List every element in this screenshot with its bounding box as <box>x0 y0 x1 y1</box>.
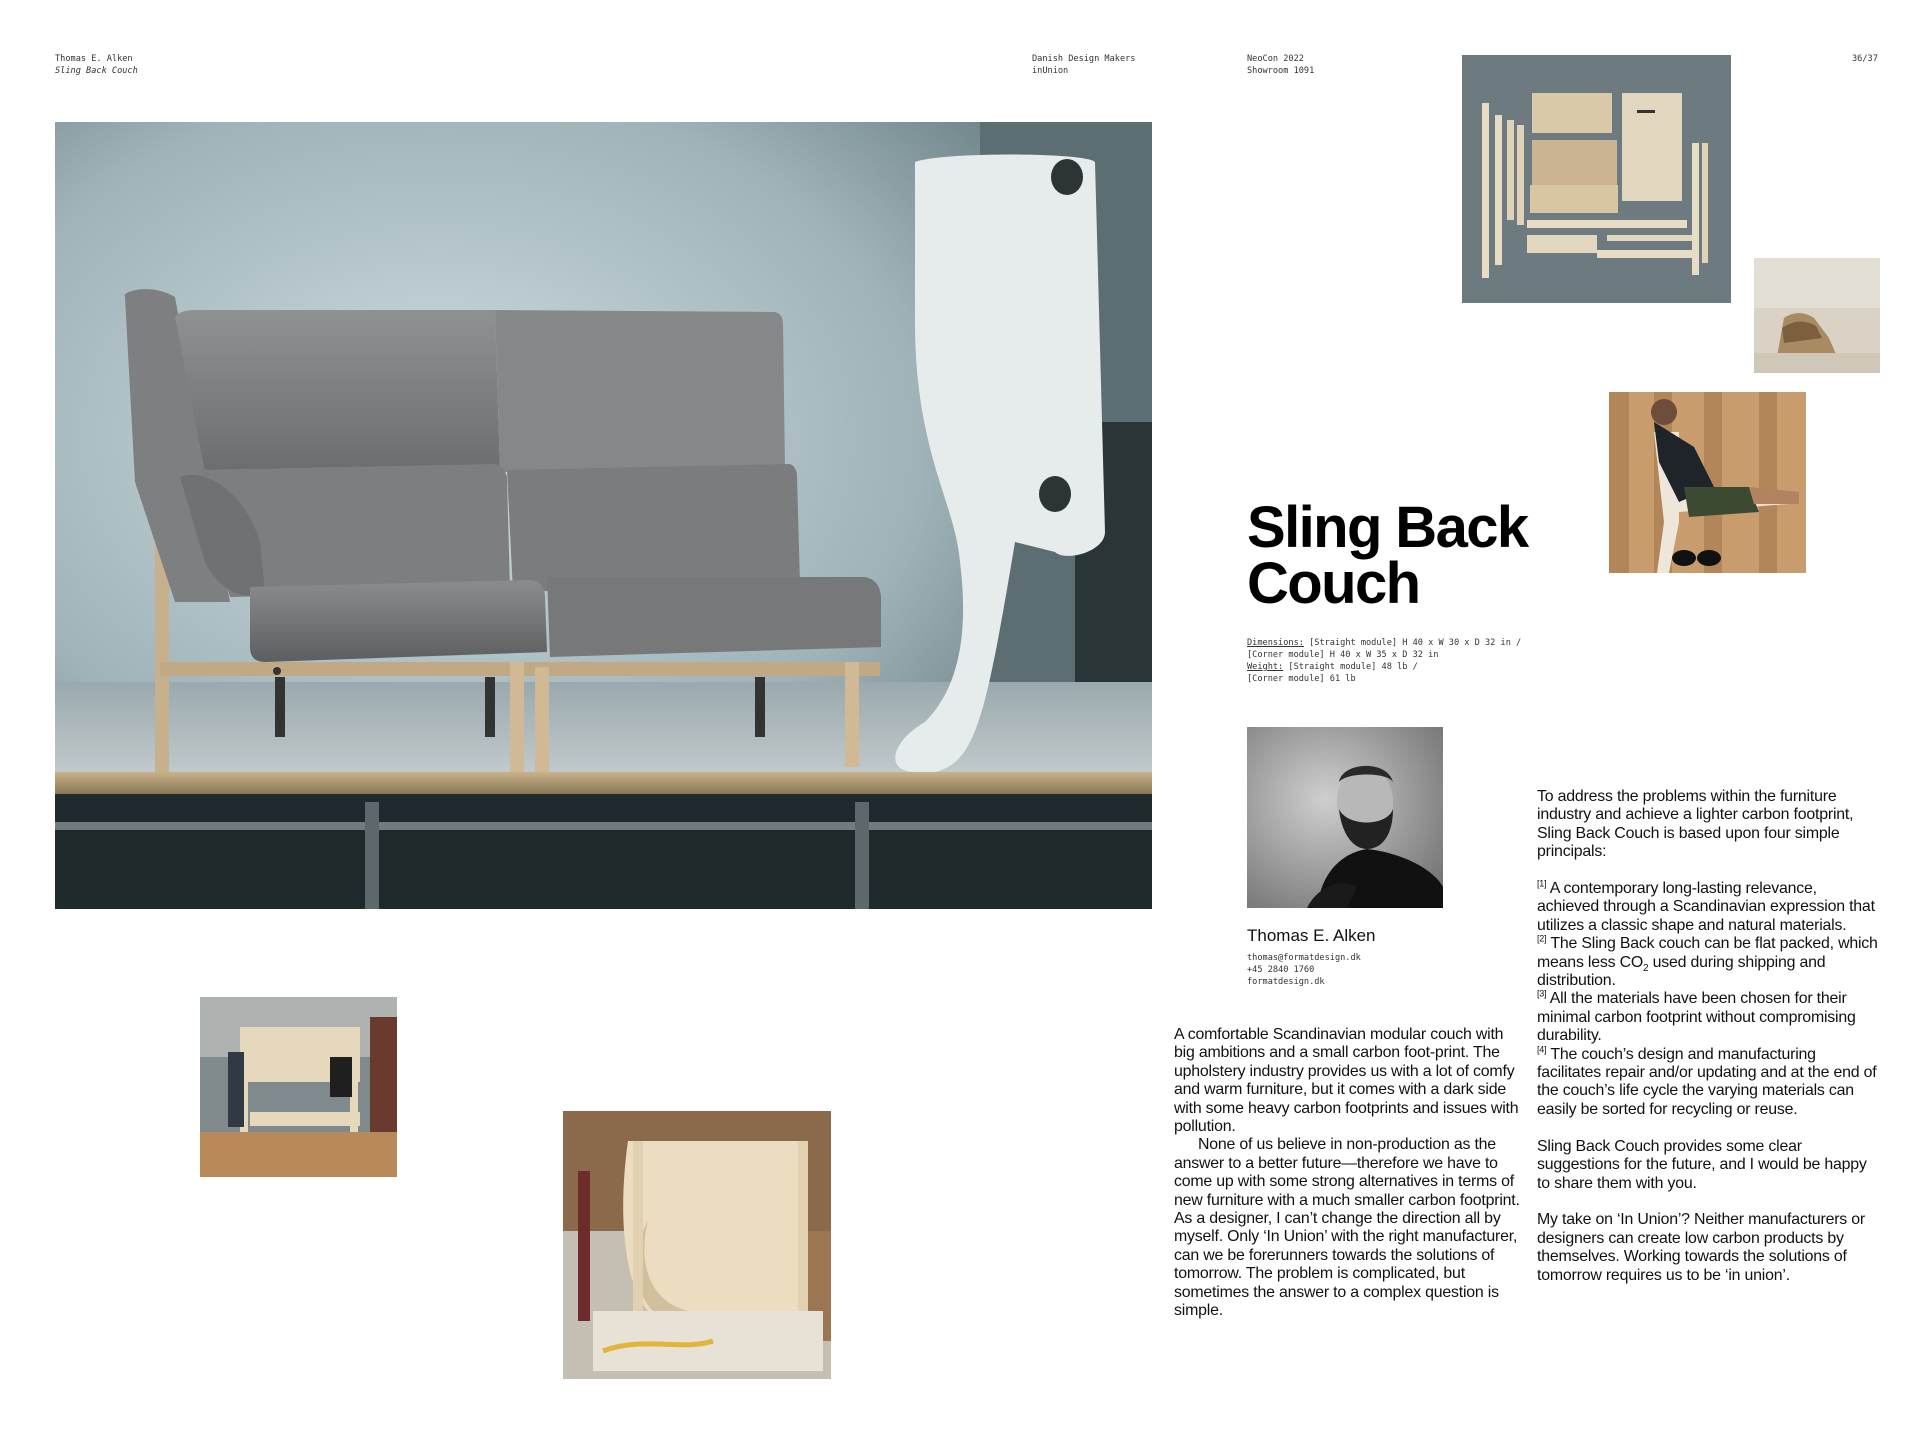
page-title-line2: Couch <box>1247 551 1420 616</box>
principle-4-text: The couch’s design and manufacturing facilitates repair and/or updating and at the end of the couch’s life cycle the varying materials can easily be sorted for recycling or reuse. <box>1537 1045 1877 1118</box>
dimensions-value2: [Corner module] H 40 x W 35 x D 32 in <box>1247 650 1439 660</box>
flatpack-parts-photo <box>1462 55 1731 303</box>
header-right <box>1247 53 1314 77</box>
designer-website[interactable]: formatdesign.dk <box>1247 977 1325 987</box>
principle-1 <box>1537 880 1882 935</box>
dimensions-label: Dimensions: <box>1247 638 1304 648</box>
workshop-photo-2 <box>563 1111 831 1379</box>
principles-text-column <box>1537 788 1882 1285</box>
weight-value1: [Straight module] 48 lb / <box>1283 662 1418 672</box>
principle-3 <box>1537 990 1882 1045</box>
header-project: Sling Back Couch <box>55 66 138 76</box>
principle-3-text: All the materials have been chosen for their minimal carbon footprint without compromising durability. <box>1537 990 1856 1045</box>
header-section: Danish Design Makers <box>1032 54 1136 64</box>
header-event: NeoCon 2022 <box>1247 54 1304 64</box>
designer-name: Thomas E. Alken <box>1247 926 1376 945</box>
intro-paragraph-2: None of us believe in non-production as the answer to a better future—therefore we have to come up with some strong alternatives in terms of new furniture with a much smaller carbon footprint. As a designer, I can’t change the direction all by myself. Only ‘In Union’ with the right manufacturer, can we be forerunners towards the solutions of tomorrow. The problem is complicated, but sometimes the answer to a complex question is simple. <box>1174 1136 1520 1320</box>
header-center <box>1032 53 1135 77</box>
principle-2-number: [2] <box>1537 933 1547 944</box>
header-left <box>55 53 138 77</box>
weight-value2: [Corner module] 61 lb <box>1247 674 1356 684</box>
header-location: Showroom 1091 <box>1247 66 1315 76</box>
header-author: Thomas E. Alken <box>55 54 133 64</box>
dimensions-line1 <box>1247 637 1587 649</box>
in-union-paragraph: My take on ‘In Union’? Neither manufacturers or designers can create low carbon products by themselves. Working towards the solutions of tomorrow requires us to be ‘in union’. <box>1537 1211 1865 1284</box>
header-subsection: inUnion <box>1032 66 1069 76</box>
weight-label: Weight: <box>1247 662 1284 672</box>
principle-1-number: [1] <box>1537 878 1547 889</box>
weight-line1 <box>1247 661 1587 673</box>
principles-intro: To address the problems within the furniture industry and achieve a lighter carbon footprint, Sling Back Couch is based upon four simple principals: <box>1537 788 1854 861</box>
intro-paragraph-1: A comfortable Scandinavian modular couch with big ambitions and a small carbon foot-print. The upholstery industry provides us with a lot of comfy and warm furniture, but it comes with a dark side with some heavy carbon footprints and issues with pollution. <box>1174 1026 1519 1136</box>
designer-portrait <box>1247 727 1443 908</box>
designer-email[interactable]: thomas@formatdesign.dk <box>1247 953 1361 963</box>
designer-phone[interactable]: +45 2840 1760 <box>1247 965 1315 975</box>
principle-3-number: [3] <box>1537 989 1547 1000</box>
future-paragraph: Sling Back Couch provides some clear suggestions for the future, and I would be happy to share them with you. <box>1537 1137 1867 1192</box>
principle-4-number: [4] <box>1537 1044 1547 1055</box>
dimensions-value1: [Straight module] H 40 x W 30 x D 32 in / <box>1303 638 1522 648</box>
principle-4 <box>1537 1046 1882 1120</box>
page-title <box>1247 495 1528 616</box>
principle-2 <box>1537 935 1882 990</box>
hero-couch-photo <box>55 122 1152 909</box>
intro-text-column <box>1174 1026 1524 1321</box>
co2-subscript: 2 <box>1643 962 1649 974</box>
designer-contacts <box>1247 952 1361 988</box>
principle-1-text: A contemporary long-lasting relevance, achieved through a Scandinavian expression that utilizes a classic shape and natural materials. <box>1537 880 1875 934</box>
principle-2-text-after: used during shipping and distribution. <box>1537 953 1826 990</box>
page-number: 36/37 <box>1852 54 1878 64</box>
principle-2-text-before: The Sling Back couch can be flat packed, which means less CO <box>1537 935 1878 971</box>
page-title-line1: Sling Back <box>1247 495 1528 560</box>
person-seating-test-photo <box>1609 392 1806 573</box>
material-detail-photo <box>1754 258 1880 373</box>
product-specs <box>1247 637 1587 685</box>
workshop-photo-1 <box>200 997 397 1177</box>
